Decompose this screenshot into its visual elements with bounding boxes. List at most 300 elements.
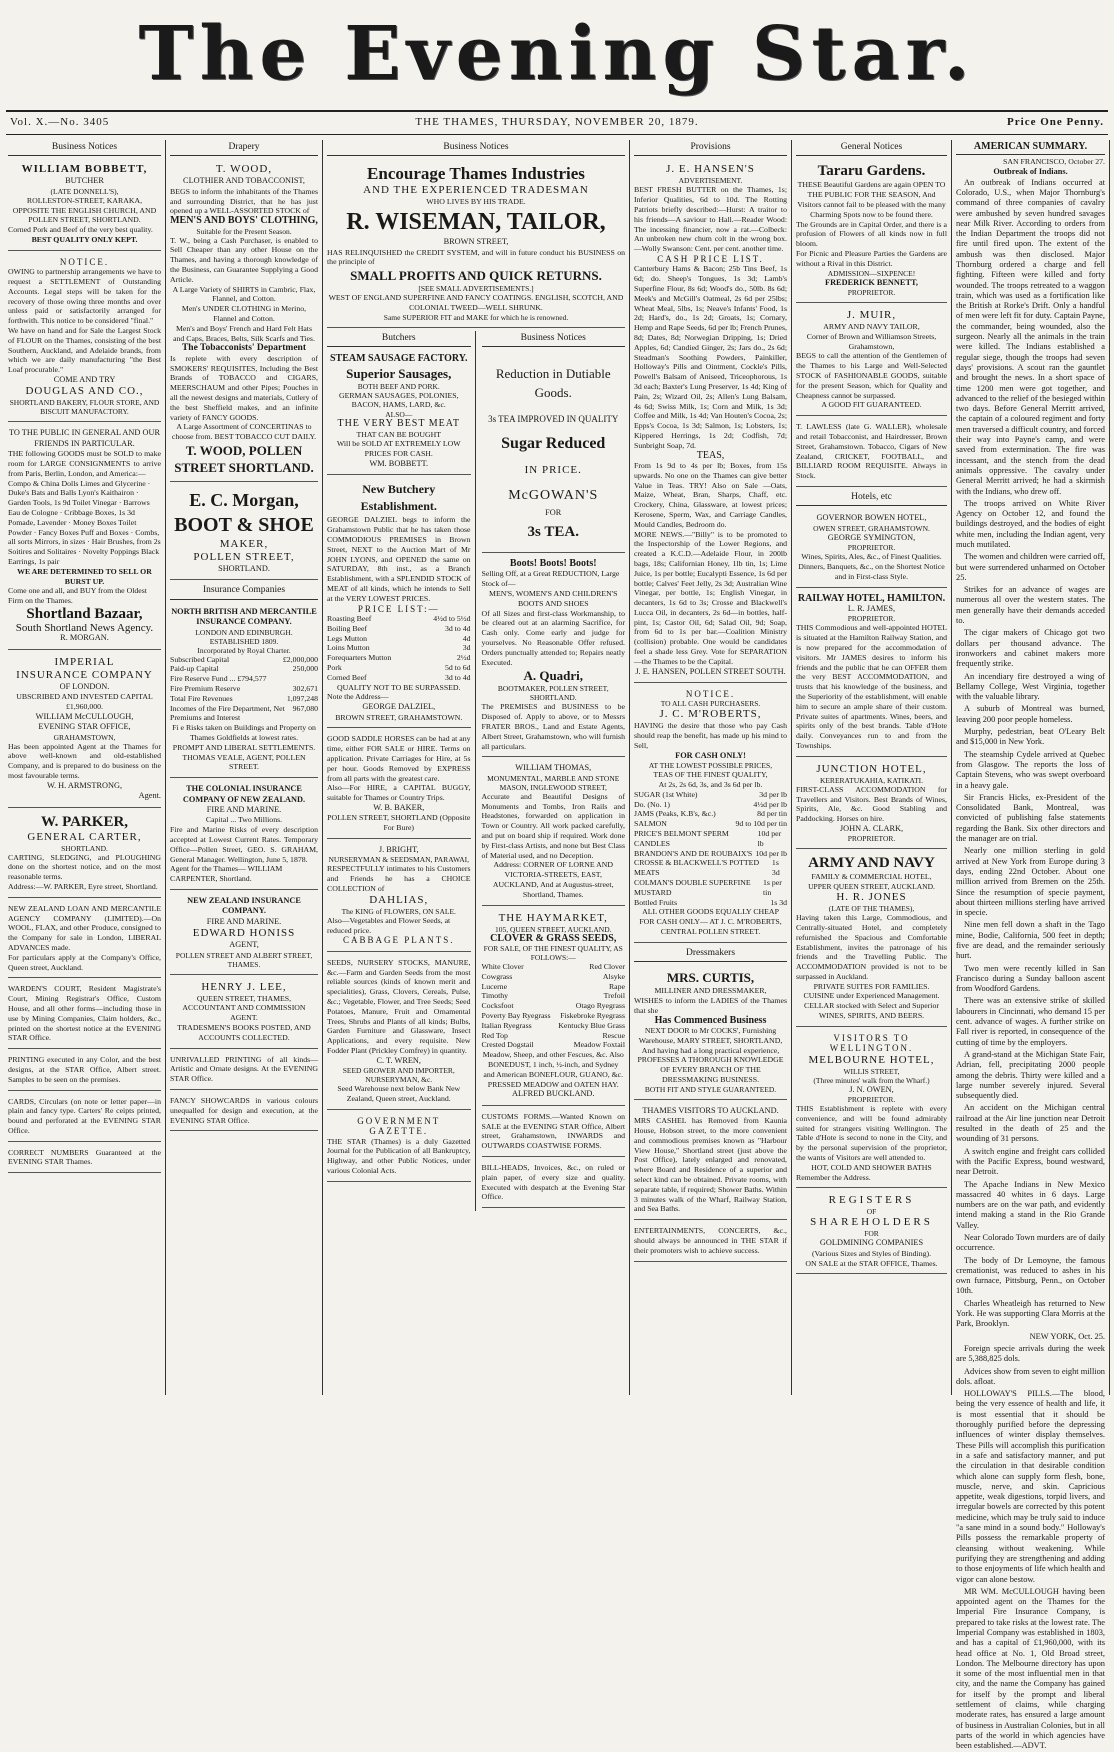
ad-text: OF xyxy=(866,1207,877,1217)
story-subhead: Outbreak of Indians. xyxy=(993,167,1068,177)
ad-sub: AGENT, xyxy=(229,940,259,950)
ad-title: New Butchery Establishment. xyxy=(360,482,437,514)
ad-address: OWEN STREET, GRAHAMSTOWN. xyxy=(813,523,930,533)
ad-title: WILLIAM BOBBETT, xyxy=(21,163,148,176)
ad-address: BROWN STREET, xyxy=(443,237,509,247)
ad-sub: ADVERTISEMENT. xyxy=(678,176,743,186)
ad-title: J. MUIR, xyxy=(846,308,897,321)
ad-title: NEW ZEALAND INSURANCE COMPANY. xyxy=(187,895,301,916)
table-cell: 3d per lb xyxy=(759,789,787,799)
ad-text: NEW ZEALAND LOAN AND MERCANTILE AGENCY COMPANY (LIMITED).—On WOOL, FLAX, and other Produce, consigned to the Company for sale in London, LIBERAL ADVANCES made. xyxy=(8,903,161,952)
ad-text: GERMAN SAUSAGES, POLONIES, BACON, HAMS, LARD, &c. xyxy=(338,390,459,410)
story-paragraph: Advices show from seven to eight million dols. afloat. xyxy=(956,1366,1105,1386)
ad-parker xyxy=(8,811,161,898)
ad-text: AT THE LOWEST POSSIBLE PRICES, xyxy=(648,761,773,771)
story-paragraph: An accident on the Michigan central railroad at the Air line junction near Detroit resulted in the death of 25 and the wounding of 31 persons. xyxy=(956,1103,1105,1144)
table-cell: 9d to 10d per tin xyxy=(735,819,787,829)
column-header: Business Notices xyxy=(482,331,626,347)
ad-sub: OF LONDON. xyxy=(59,681,110,691)
ad-text: The KING of FLOWERS, ON SALE. xyxy=(341,906,456,916)
ad-address: (Three minutes' walk from the Wharf.) xyxy=(813,1075,930,1085)
table-cell: 1,097,248 xyxy=(286,693,318,703)
ad-text: COME AND TRY xyxy=(53,374,116,384)
ad-subhead: CLOVER & GRASS SEEDS, xyxy=(490,932,617,944)
ad-title: WILLIAM THOMAS, xyxy=(515,763,592,773)
table-cell: Pork xyxy=(327,662,342,672)
table-cell: Red Clover xyxy=(589,961,625,971)
table-row xyxy=(634,800,787,810)
ad-text: THE following GOODS must be SOLD to make room for LARGE CONSIGNMENTS to arrive from Paris, Berlin, London, and America:— xyxy=(8,449,161,478)
table-cell: 1s 3d xyxy=(770,897,787,907)
story-paragraph: A suburb of Montreal was burned, leaving 200 poor people homeless. xyxy=(956,704,1105,724)
table-cell: Timothy xyxy=(481,991,509,1001)
ad-text: BEST FRESH BUTTER on the Thames, 1s; Inferior Qualities, 6d to 10d. The Rotting Patriots briefly described:—Hurst: A traitor to his friends—A saviour to Hall.—Reader Wood: The incessing financier, now a rat.—Colbeck: An unbroken new chum colt in the wrong box.—Wolly Swanson: Cent. per cent. another time. xyxy=(634,185,787,254)
ad-text: ALSO— xyxy=(385,410,413,420)
ad-text: Also—For HIRE, a CAPITAL BUGGY, suitable for Thames or Country Trips. xyxy=(327,783,471,803)
ad-title: NOTICE. xyxy=(685,689,736,700)
table-cell: Roasting Beef xyxy=(327,613,372,623)
table-cell: 3d to 4d xyxy=(444,672,471,682)
ad-text: Wines, Spirits, Ales, &c., of Finest Qualities. xyxy=(801,552,942,562)
table-row xyxy=(482,982,626,992)
ad-title: Tararu Gardens. xyxy=(817,163,926,180)
ad-text: FOR xyxy=(864,1229,879,1239)
ad-text: SHORTLAND. xyxy=(218,563,270,573)
ad-north-british xyxy=(170,604,318,778)
ad-title: HENRY J. LEE, xyxy=(201,980,287,993)
table-cell: 1s 3d xyxy=(771,858,780,878)
ad-text: BEGS to inform the inhabitants of the Thames and surrounding District, that he has just opened up a WELL-ASSORTED STOCK of xyxy=(170,186,318,216)
ad-address: KERERATUKAHIA, KATIKATI. xyxy=(819,775,924,785)
ad-text: MEN'S, WOMEN'S AND CHILDREN'S BOOTS AND SHOES xyxy=(489,589,618,608)
ad-douglas xyxy=(8,254,161,423)
ad-text: At 2s, 2s 6d, 3s, and 3s 6d per lb. xyxy=(658,780,763,790)
ad-text: Remember the Address. xyxy=(796,1172,871,1182)
table-row xyxy=(634,858,787,878)
ad-mroberts xyxy=(634,686,787,943)
ad-fancy: FANCY SHOWCARDS in various colours unequalled for design and execution, at the EVENING STAR Office. xyxy=(170,1093,318,1131)
ad-text: Dinners, Banquets, &c., on the Shortest Notice and in First-class Style. xyxy=(798,561,945,581)
table-row xyxy=(327,673,471,683)
ad-text: Sugar Reduced xyxy=(501,434,606,452)
ad-text: IN PRICE. xyxy=(524,463,582,476)
ad-text: ADMISSION—SIXPENCE! xyxy=(827,268,916,278)
ad-text: Come one and all, and BUY from the Oldest Firm on the Thames. xyxy=(8,586,147,606)
issue-price: Price One Penny. xyxy=(1007,116,1104,128)
ad-trade: MILLINER AND DRESSMAKER, xyxy=(654,986,767,996)
table-cell: SUGAR (1st White) xyxy=(634,789,698,799)
ad-sub: (LATE OF THE THAMES), xyxy=(828,904,915,914)
ad-trade: NURSERYMAN & SEEDSMAN, PARAWAI, xyxy=(328,855,470,865)
ad-text: OWING to partnership arrangements we have to request a SETTLEMENT of Outstanding Accounts. Legal steps will be taken for the recovery of those owing three months and over unless paid or satisfactorily arranged for forthwith. This notice to be considered "final." xyxy=(8,267,161,326)
table-cell: 4d xyxy=(462,633,471,643)
table-cell: Forequarters Mutton xyxy=(327,653,392,663)
ad-trade: BOOT & SHOE xyxy=(174,513,314,536)
ad-sig: GEORGE DALZIEL, xyxy=(362,702,436,712)
table-row xyxy=(327,624,471,634)
story-paragraph: Nearly one million sterling in gold arrived at New York from Europe during 3 days, ending 22nd October. About one million arrived from Bremen on the 25th. Since the resumption of specie payment, about thirteen millions sterling have arrived in specie. xyxy=(956,846,1105,918)
table-cell: Otago Ryegrass xyxy=(575,1001,625,1011)
ad-warden: WARDEN'S COURT, Resident Magistrate's Court, Mining Registrar's Office, Custom House, and all other forms—including those in use by Mining Companies, Claim holders, &c., printed on the shortest notice at the EVENING STAR Office. xyxy=(8,981,161,1049)
ad-text: Corned Pork and Beef of the very best quality. xyxy=(8,225,153,235)
table-cell: 4½d per lb xyxy=(753,799,787,809)
ad-text: From 1s 9d to 4s per lb; Boxes, from 15s upwards. No one on the Thames can give better Value in Teas. TRY! Also on Sale —Oats, Maize, Wheat, Bran, Sharps, Chaff, etc. Crockery, China, Glassware, at lowest prices; Kerosene, Sperm, Wax, and Carriage Candles, Mould Candles, Bedroom do. xyxy=(634,460,787,529)
ad-sub: South Shortland News Agency. xyxy=(15,621,154,634)
column-3-subcolumns xyxy=(327,331,625,1211)
newspaper-title: The Evening Star. xyxy=(138,11,976,97)
column-6 xyxy=(952,140,1110,1751)
ad-name: EVENING STAR OFFICE, xyxy=(38,722,131,732)
column-4 xyxy=(630,140,792,1395)
table-cell: 250,000 xyxy=(292,664,318,674)
column-header: Hotels, etc xyxy=(796,490,947,506)
ad-printing: PRINTING executed in any Color, and the best designs, at the STAR Office, Albert street. Samples to be seen on the premises. xyxy=(8,1052,161,1090)
ad-name: FREDERICK BENNETT, xyxy=(825,277,918,287)
column-1 xyxy=(4,140,166,1395)
table-cell: Meadow Foxtail xyxy=(573,1040,625,1050)
table-cell: Crested Dogstail xyxy=(481,1040,534,1050)
ad-text: A GOOD FIT GUARANTEED. xyxy=(821,400,922,410)
ad-sub: ESTABLISHED 1809. xyxy=(209,636,279,646)
ad-subhead: The Tobacconists' Department xyxy=(181,343,307,354)
table-row xyxy=(327,663,471,673)
masthead-rule-top xyxy=(6,110,1108,112)
table-cell: Rape xyxy=(608,981,625,991)
ad-text: BOTH FIT AND STYLE GUARANTEED. xyxy=(644,1084,777,1094)
table-row xyxy=(634,829,787,849)
ad-sub: PROPRIETOR. xyxy=(847,543,896,553)
story-paragraph: Charles Wheatleigh has returned to New York. He was supporting Clara Morris at the Park, Brooklyn. xyxy=(956,1298,1105,1329)
table-row xyxy=(170,694,318,704)
ad-name: MELBOURNE HOTEL, xyxy=(808,1053,935,1066)
table-row xyxy=(634,819,787,829)
story-paragraph: A grand-stand at the Michigan State Fair, Adrian, fell, precipitating 2000 people among the debris. Thirty were killed and a large number severely injured. Several subsequently died. xyxy=(956,1049,1105,1101)
ad-sig: Agent. xyxy=(138,791,161,801)
ad-text: PRIVATE SUITES FOR FAMILIES. xyxy=(813,981,930,991)
ad-trade: CLOTHIER AND TOBACCONIST, xyxy=(183,176,305,186)
table-row xyxy=(634,809,787,819)
table-row xyxy=(327,634,471,644)
ad-title: Reduction in Dutiable Goods. xyxy=(495,366,611,401)
ad-text: Of all Sizes and first-class Workmanship, to be cleared out at an alarming Sacrifice, for Cash only. Come early and judge for yourselves. No Reasonable Offer refused. Orders punctually attended to; Repairs neatly Executed. xyxy=(481,608,625,667)
table-row xyxy=(482,972,626,982)
story-paragraph: Strikes for an advance of wages are numerous all over the western states. The men generally have their demands acceded to. xyxy=(956,585,1105,626)
ad-unrivalled: UNRIVALLED PRINTING of all kinds—Artistic and Ornate designs. At the EVENING STAR Office. xyxy=(170,1052,318,1090)
ad-text: CUISINE under Experienced Management. xyxy=(803,991,940,1001)
dateline xyxy=(10,116,1104,132)
ad-sig: R. MORGAN. xyxy=(60,633,109,643)
ad-customs: CUSTOMS FORMS.—Wanted Known on SALE at the EVENING STAR Office, Albert street, Grahamstown, INWARDS and OUTWARDS COASTWISE FORMS. xyxy=(482,1109,626,1157)
story-paragraph: NEW YORK, Oct. 25. xyxy=(1029,1331,1105,1341)
ad-bright xyxy=(327,842,471,952)
ad-title: REGISTERS xyxy=(828,1194,915,1207)
ad-title: NORTH BRITISH AND MERCANTILE INSURANCE COMPANY. xyxy=(171,606,317,627)
ad-haymarket xyxy=(482,909,626,1106)
ad-title: TO THE PUBLIC IN GENERAL AND OUR FRIENDS IN PARTICULAR. xyxy=(8,428,161,448)
ad-name: McGOWAN'S xyxy=(508,487,599,503)
ad-text: HAS RELINQUISHED the CREDIT SYSTEM, and will in future conduct his BUSINESS on the principle of xyxy=(327,247,625,267)
column-header: Drapery xyxy=(170,140,318,156)
ad-trade: ARMY AND NAVY TAILOR, xyxy=(823,321,920,331)
table-row xyxy=(170,684,318,694)
table-cell: Cocksfoot xyxy=(481,1001,514,1011)
ad-text: For particulars apply at the Company's Office, Queen street, Auckland. xyxy=(8,952,161,972)
ad-text: MRS CASHEL has Removed from Kaunia House, Hobson street, to the more convenient and commodious premises known as "Harbour View House," Shortland street (just above the Post Office), lately enlarged and renovated, where Board and Residence of a superior and select kind can be obtained. Private rooms, with separate table, if required; Shower Baths. Within 3 minutes walk of the Wharf, Railway Station, and Sea Baths. xyxy=(634,1116,787,1214)
ad-text: CELLAR stocked with Select and Superior WINES, SPIRITS, AND BEERS. xyxy=(804,1001,939,1021)
ad-baker xyxy=(327,731,471,839)
ad-text: THIS Commodious and well-appointed HOTEL is situated at the Hamilton Railway Station, and is now prepared for the accommodation of visitors. Mr JAMES desires to inform his friends and the public that he can OFFER them the very BEST ACCOMMODATION, and trusts that his knowledge of the business, and the Superiority of the establishment, will enable him to secure an ample share of their custom. Private suites of apartments. Wines, beers, and spirits only of the best brands. Table d'Hote daily. Conveyances run to and from the Townships. xyxy=(796,623,947,750)
table-cell: 8d per tin xyxy=(757,809,787,819)
ad-sig: WM. BOBBETT. xyxy=(369,459,429,468)
ad-text: We have on hand and for Sale the Largest Stock of FLOUR on the Thames, consisting of the best Southern, Auckland, and Adelaide brands, from which we are daily manufacturing "the Best Loaf procurable." xyxy=(8,325,161,375)
story-dateline: SAN FRANCISCO, October 27. xyxy=(1002,157,1105,167)
column-header: Provisions xyxy=(634,140,787,156)
ad-bowen xyxy=(796,510,947,587)
ad-text: THAT CAN BE BOUGHT xyxy=(356,429,442,439)
ad-gazette xyxy=(327,1113,471,1182)
table-row xyxy=(634,849,787,859)
ad-sub: AND THE EXPERIENCED TRADESMAN xyxy=(363,184,589,197)
table-cell: Total Fire Revenues xyxy=(170,693,233,703)
ad-text: BEGS to call the attention of the Gentlemen of the Thames to his Large and Well-Selected STOCK of FASHIONABLE GOODS, suitable for the present Season, which for Quality and Cheapness cannot be surpassed. xyxy=(796,351,947,400)
ad-title: MRS. CURTIS, xyxy=(666,970,755,986)
ad-text: A Large Variety of SHIRTS in Cambric, Flax, Flannel, and Cotton. xyxy=(172,284,316,304)
ad-melbourne xyxy=(796,1030,947,1189)
table-cell: £2,000,000 xyxy=(282,654,318,664)
table-cell: 3d to 4d xyxy=(444,623,471,633)
ad-text: PROMPT AND LIBERAL SETTLEMENTS. xyxy=(172,742,316,752)
ad-bobbett xyxy=(8,160,161,250)
ad-sub: GRAHAMSTOWN, xyxy=(53,732,116,742)
ad-name: GEORGE SYMINGTON, xyxy=(827,532,916,542)
ad-text: Having taken this Large, Commodious, and Centrally-situated Hotel, and completely refurnished the Spacious and Comfortable Establishment, invites the patronage of his friends and the Travelling Public. The ACCOMMODATION provided is not to be surpassed in Auckland. xyxy=(796,913,947,981)
ad-text: GOOD SADDLE HORSES can be had at any time, either FOR SALE or HIRE. Terms on application. Private Carriages for Hire, at 5s per hour. Goods Removed by EXPRESS from all parts with the greatest care. xyxy=(327,734,471,783)
ad-text: GEORGE DALZIEL begs to inform the Grahamstown Public that he has taken those COMMODIOUS PREMISES in Brown Street, NEXT to the Auction Mart of Mr JOHN LYONS, and OPENED the same on SATURDAY, 8th inst., as a Branch Establishment, with a SPLENDID STOCK of MEAT of all kinds, which he intends to Sell at the VERY LOWEST PRICES. xyxy=(327,515,471,603)
ad-trade: SEED GROWER AND IMPORTER, NURSERYMAN, &c. xyxy=(342,1066,455,1085)
table-cell: Cowgrass xyxy=(481,971,513,981)
story-paragraph: An incendiary fire destroyed a wing of Bellamy College, West Virginia, together with the valuable library. xyxy=(956,671,1105,702)
story-paragraph: The steamship Cydele arrived at Quebec from Glasgow. The reports the loss of Captain Stevens, who was swept overboard in a heavy gale. xyxy=(956,749,1105,790)
ad-dalziel xyxy=(327,478,471,728)
table-cell: Paid-up Capital xyxy=(170,664,219,674)
ad-cards: CARDS, Circulars (on note or letter paper—in plain and fancy type. Carters' Re ceipts printed, bound and perforated at the EVENING STAR Office. xyxy=(8,1094,161,1142)
ad-thomas xyxy=(482,760,626,905)
ad-text: FIRST-CLASS ACCOMMODATION for Travellers and Visitors. Best Brands of Wines, Spirits, Ale, &c. Good Stabling and Paddocking. Horses on hire. xyxy=(796,784,947,824)
ad-trade: GENERAL CARTER, xyxy=(27,830,142,843)
table-cell: Do. (No. 1) xyxy=(634,799,670,809)
story-headline: AMERICAN SUMMARY. xyxy=(956,140,1105,155)
ad-text: Fi e Risks taken on Buildings and Property on Thames Goldfields at lowest rates. xyxy=(172,723,316,742)
table-row xyxy=(170,655,318,665)
story-paragraph: Nine men fell down a shaft in the Tago mine, Bodie, California, 500 feet in depth; five are dead, and the remainder seriously hurt. xyxy=(956,920,1105,961)
table-cell: Corned Beef xyxy=(327,672,367,682)
ad-name: A. Quadri, xyxy=(523,668,584,684)
price-table xyxy=(327,614,471,683)
price-table xyxy=(634,790,787,908)
ad-name: DOUGLAS AND CO., xyxy=(25,385,144,398)
ad-text: A Large Assortment of CONCERTINAS to choose from. BEST TOBACCO CUT DAILY. xyxy=(171,422,317,442)
ad-sub: FAMILY & COMMERCIAL HOTEL, xyxy=(811,872,932,882)
ad-text: ON SALE at the STAR OFFICE, Thames. xyxy=(805,1258,938,1268)
ad-sub: LONDON AND EDINBURGH. xyxy=(195,627,293,637)
ad-railway xyxy=(796,591,947,757)
ad-title: Boots! Boots! Boots! xyxy=(509,558,597,570)
story-paragraph: A switch engine and freight cars collided with the Pacific Express, bound westward, near Detroit. xyxy=(956,1146,1105,1177)
ad-text: For Picnic and Pleasure Parties the Gardens are without a Rival in this District. xyxy=(796,248,947,268)
ad-text: Fire and Marine Risks of every description accepted at Lowest Current Rates. Temporary Office—Pollen Street, GEO. S. GRAHAM, General Manager. Wellington, June 5, 1878. xyxy=(170,825,318,864)
ad-trade: ACCOUNTANT AND COMMISSION AGENT. xyxy=(182,1003,306,1023)
table-cell: 4½d to 5½d xyxy=(433,613,471,623)
table-row xyxy=(327,614,471,624)
ad-text: TEAS OF THE FINEST QUALITY, xyxy=(653,770,768,780)
ad-nz-loan xyxy=(8,901,161,979)
table-cell: Loins Mutton xyxy=(327,643,370,653)
ad-text: Is replete with every description of SMOKERS' REQUISITES, Including the Best Brands of TOBACCO and CIGARS, MEERSCHAUM and other Pipes; Pouches in all the newest designs and materials, Cutlery of the best Sheffield makes, and an infinite variety of FANCY GOODS. xyxy=(170,353,318,422)
masthead-rule-bottom xyxy=(6,134,1108,135)
column-3a xyxy=(327,331,476,1211)
ad-registers xyxy=(796,1191,947,1274)
ad-address: SHORTLAND BAKERY, FLOUR STORE, AND BISCUIT MANUFACTORY. xyxy=(9,398,160,417)
ad-sub: PROPRIETOR. xyxy=(847,834,896,844)
story-paragraph: There was an extensive strike of skilled labourers in Cincinnati, who demand 15 per cent. advance of wages. A further strike on Fall river is reported, in consequence of the cutting of time by the employers. xyxy=(956,996,1105,1047)
ad-items: Compo & China Dolls Limes and Glycerine · Duke's Bats and Balls Lyon's Kaithairon · Garden Tools, 1s 9d Toilet Vinegar · Barrows Eau de Cologne · Cribbage Boxes, 1s 3d Pomade, Lavender · Money Boxes Toilet Powder · Fancy Boxes Puff and Boxes · Combs, all sorts Mirrors, in sizes · Hair Brushes, from 2s Soitires and Solitaires · Novelty Poppings Black Earrings, 1s pair xyxy=(8,478,161,566)
story-paragraph: Two men were recently killed in San Francisco during a Sunday balloon ascent from Woodford Gardens. xyxy=(956,963,1105,994)
ad-title: Encourage Thames Industries xyxy=(367,164,585,184)
ad-text: Suitable for the Present Season. xyxy=(196,226,292,236)
ad-name: Shortland Bazaar, xyxy=(26,605,143,622)
column-header: Business Notices xyxy=(327,140,625,156)
table-row xyxy=(482,1001,626,1011)
ad-lee xyxy=(170,978,318,1049)
table-cell: Red Top xyxy=(481,1030,508,1040)
ad-address: Corner of Brown and Williamson Streets, Grahamstown, xyxy=(806,331,937,351)
ad-text: Also—Vegetables and Flower Seeds, at reduced price. xyxy=(327,915,451,935)
ad-text: T. W., being a Cash Purchaser, is enabled to Sell Cheaper than any other House on the Thames, and having a thorough knowledge of the Business, can Guarantee Supplying a Good Article. xyxy=(170,235,318,284)
ad-text: Accurate and Beautiful Designs of Monuments and Tombs, Iron Rails and Headstones, forwarded on application in Town or Country. All work packed carefully, and put on board ship if required. Work done by First-class Artists, and none but Best Class of Material used, and no Deception. xyxy=(481,791,625,860)
table-cell: Legs Mutton xyxy=(327,633,368,643)
ad-curtis xyxy=(634,966,787,1100)
ad-trade: BOOTMAKER, POLLEN STREET, SHORTLAND. xyxy=(497,684,609,703)
ad-text: Will be SOLD AT EXTREMELY LOW PRICES FOR CASH. xyxy=(336,439,461,459)
ad-text: THE VERY BEST MEAT xyxy=(337,418,461,430)
ad-title: GOVERNOR BOWEN HOTEL, xyxy=(816,513,927,523)
ad-sub: WHO LIVES BY HIS TRADE. xyxy=(426,197,526,207)
table-cell: SALMON xyxy=(634,819,667,829)
ad-text: WISHES to inform the LADIES of the Thames that she xyxy=(634,996,787,1015)
ad-text: HAVING the desire that those who pay Cash should reap the benefit, has made up his mind to Sell, xyxy=(634,721,787,751)
ad-name: WILLIAM McCULLOUGH, xyxy=(35,711,134,721)
ad-trade: BUTCHER xyxy=(65,176,104,186)
ad-sig: W. H. ARMSTRONG, xyxy=(46,780,123,790)
ad-title: IMPERIAL xyxy=(54,655,115,668)
ad-subhead: PRICE LIST:— xyxy=(357,603,440,614)
story-paragraph: The troops arrived on White River Agency on October 12, and found the buildings destroyed, and the bodies of eight white men, including the Indian agent, very much mutilated. xyxy=(956,498,1105,549)
ad-address: 105, QUEEN STREET, AUCKLAND. xyxy=(494,924,612,934)
column-5 xyxy=(792,140,952,1395)
table-cell: 302,671 xyxy=(292,683,318,693)
story-paragraph: Near Colorado Town murders are of daily occurrence. xyxy=(956,1233,1105,1253)
ad-address: WILLIS STREET, xyxy=(843,1066,900,1076)
ad-wiseman xyxy=(327,160,625,327)
ad-text: THESE Beautiful Gardens are again OPEN TO THE PUBLIC FOR THE SEASON, And Visitors cannot fail to be pleased with the many Charming Spots now to be found there. xyxy=(797,180,946,219)
table-row xyxy=(634,790,787,800)
ad-title: GOVERNMENT GAZETTE. xyxy=(357,1115,441,1137)
ad-colonial xyxy=(170,781,318,890)
ad-name: J. C. M'ROBERTS, xyxy=(659,708,762,721)
story-paragraph: Murphy, pedestrian, beat O'Leary Belt and $15,000 in New York. xyxy=(956,727,1105,747)
ad-text: MEN'S AND BOYS' CLOTHING, xyxy=(170,215,318,227)
table-row xyxy=(482,1031,626,1041)
seed-table xyxy=(482,962,626,1050)
table-row xyxy=(170,664,318,674)
ad-text: Has been appointed Agent at the Thames for above well-known and old-established Company, and is prepared to do business on the most favourable terms. xyxy=(8,741,161,780)
table-row xyxy=(482,1011,626,1021)
table-cell: Lucerne xyxy=(481,981,508,991)
ad-title: E. C. Morgan, xyxy=(189,489,299,510)
ad-text: CARTING, SLEDGING, and PLOUGHING done on the shortest notice, and on the most reasonable terms. xyxy=(8,852,161,882)
table-row xyxy=(482,991,626,1001)
table-cell: Fire Reserve Fund ... £794,577 xyxy=(170,674,267,684)
ad-title: RAILWAY HOTEL, HAMILTON. xyxy=(797,592,946,604)
ad-address: UPPER QUEEN STREET, AUCKLAND. xyxy=(808,882,935,892)
ad-text: QUALITY NOT TO BE SURPASSED. xyxy=(336,682,461,692)
ad-address: POLLEN STREET, SHORTLAND (Opposite For Bure) xyxy=(327,813,471,833)
table-row xyxy=(170,704,318,724)
story-paragraph: The women and children were carried off, but were surrendered unharmed on October 25. xyxy=(956,552,1105,582)
column-3b xyxy=(482,331,626,1211)
ad-entertainments: ENTERTAINMENTS, CONCERTS, &c., should always be announced in THE STAR if their promoters wish to achieve success. xyxy=(634,1223,787,1261)
table-row xyxy=(634,898,787,908)
ad-nz-insurance xyxy=(170,893,318,975)
ad-text: TRADESMEN'S BOOKS POSTED, AND ACCOUNTS COLLECTED. xyxy=(177,1022,311,1042)
ad-text: ALL OTHER GOODS EQUALLY CHEAP FOR CASH ONLY— AT J. C. M'ROBERTS, CENTRAL POLLEN STREET. xyxy=(639,907,782,937)
table-cell: 1s per tin xyxy=(763,878,782,897)
table-row xyxy=(327,643,471,653)
ad-correct: CORRECT NUMBERS Guaranteed at the EVENING STAR Thames. xyxy=(8,1145,161,1174)
ad-text: MORE NEWS.—"Billy" is to be promoted to the Inspectorship of the Lower Regions, and created a K.C.D.—Adelaide Flour, in 200lb bags, 18s; Californian Honey, 1lb tin, 1s; Lime Juice, 1s per bottle; Eucalypti Essence, 1s 6d per bottle; Calves' Feet Jelly, 2s 3d; Australian Wine Vinegar, per bottle, 1s; English Vinegar, in decanters, 1s 6d to 3s; Crosse and Blackwell's Lucca Oil, in decanters, 2s 6d—in bottles, half-pint, 1s; Castor Oil, 6d; Salad Oil, 9d; Soap, from 6d to 1s per bar.—Coalition Ministry (collision) probable. One would be candidates feel a shade less Grey. Vote for SEPARATION—the Thames to be the Capital. xyxy=(634,529,787,666)
ad-army-navy xyxy=(796,852,947,1027)
column-header: General Notices xyxy=(796,140,947,156)
ad-text: GOLDMINING COMPANIES xyxy=(819,1238,924,1248)
ad-name: JOHN A. CLARK, xyxy=(839,823,904,833)
ad-address: Address:—W. PARKER, Eyre street, Shortland. xyxy=(8,881,158,891)
ad-sub: SHORTLAND. xyxy=(61,843,108,853)
ad-public xyxy=(8,425,161,649)
column-2 xyxy=(166,140,323,1395)
ad-sub: Superior Sausages, xyxy=(346,365,452,381)
ad-tararu xyxy=(796,160,947,303)
ad-mcgowan xyxy=(482,351,626,553)
table-cell: 10d per lb xyxy=(757,829,782,848)
ad-sausage xyxy=(327,351,471,475)
ad-wren xyxy=(327,955,471,1110)
ad-text: WEST OF ENGLAND SUPERFINE AND FANCY COATINGS. ENGLISH, SCOTCH, AND COLONIAL TWEED—WELL SHRUNK. xyxy=(328,293,624,312)
ad-title: T. WOOD, xyxy=(215,163,273,176)
table-cell: White Clover xyxy=(481,961,524,971)
ad-text: HOT, COLD AND SHOWER BATHS xyxy=(811,1162,932,1172)
ad-text: THIS Establishment is replete with every convenience, and will be found admirably suited for strangers visiting Wellington. The Table d'Hote is second to none in the City, and by the personal supervision of the proprietor, the wants of Visitors are well attended to. xyxy=(796,1104,947,1163)
ad-sub: (LATE DONNELL'S), xyxy=(50,186,119,196)
ad-sig: T. WOOD, POLLEN STREET SHORTLAND. xyxy=(174,442,314,475)
ad-text: 3s TEA IMPROVED IN QUALITY xyxy=(488,414,619,425)
story-paragraph: The cigar makers of Chicago got two dollars per thousand advance. The ironworkers and cabinet makers more frequently strike. xyxy=(956,628,1105,669)
ad-title: NOTICE. xyxy=(59,256,110,267)
story-paragraph: The body of Dr Lemoyne, the famous cremationist, was reduced to ashes in his own furnace, Pittsburg, Penn., on October 10th. xyxy=(956,1255,1105,1296)
ad-text: UBSCRIBED AND INVESTED CAPITAL £1,960,000. xyxy=(16,692,153,711)
issue-date: THE THAMES, THURSDAY, NOVEMBER 20, 1879. xyxy=(415,116,699,128)
ad-boots xyxy=(482,556,626,757)
masthead xyxy=(0,0,1114,128)
